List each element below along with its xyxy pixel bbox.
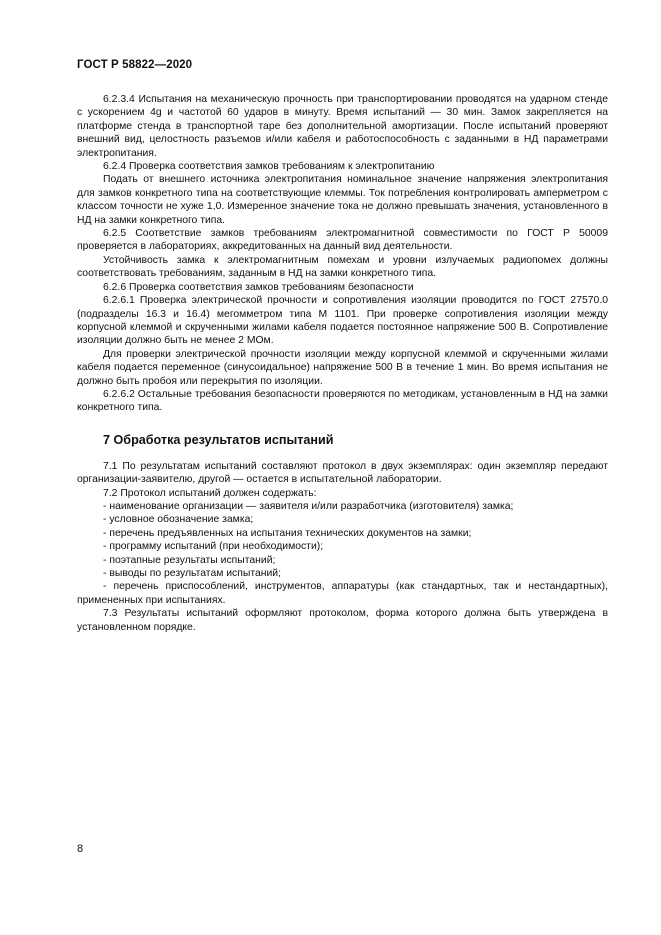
paragraph-7-2: 7.2 Протокол испытаний должен содержать: bbox=[103, 487, 317, 499]
document-header: ГОСТ Р 58822—2020 bbox=[77, 59, 193, 71]
paragraph-7-1: 7.1 По результатам испытаний составляют протокол в двух экземплярах: один экземпляр передают организации-заявителю, другой — остается в испытательной лаборатории. bbox=[77, 460, 608, 486]
list-item: - условное обозначение замка; bbox=[103, 514, 254, 526]
list-item: - поэтапные результаты испытаний; bbox=[103, 554, 276, 566]
list-item: - перечень предъявленных на испытания технических документов на замки; bbox=[103, 527, 472, 539]
paragraph-emc-immunity: Устойчивость замка к электромагнитным помехам и уровни излучаемых радиопомех должны соответствовать требованиям, заданным в НД на замки конкретного типа. bbox=[77, 254, 608, 280]
paragraph-power-supply: Подать от внешнего источника электропитания номинальное значение напряжения электропитания для замков конкретного типа на соответствующие клеммы. Ток потребления контролировать амперметром с классом точности не хуже 1,0. Измеренное значение тока не должно превышать значения, установленного в НД на замки конкретного типа. bbox=[77, 174, 608, 226]
section-7-title: 7 Обработка результатов испытаний bbox=[103, 432, 334, 447]
paragraph-7-3: 7.3 Результаты испытаний оформляют протоколом, форма которого должна быть утверждена в установленном порядке. bbox=[77, 608, 608, 633]
paragraph-dielectric-strength: Для проверки электрической прочности изоляции между корпусной клеммой и скрученными жилами кабеля подается переменное (синусоидальное) напряжение 500 В в течение 1 мин. Во время испытания не должно быть пробоя или перекрытия по изоляции. bbox=[77, 348, 608, 387]
page-number: 8 bbox=[77, 843, 84, 855]
paragraph-6-2-3-4: 6.2.3.4 Испытания на механическую прочность при транспортировании проводятся на ударном стенде с ускорением 4g и частотой 60 ударов в минуту. Время испытаний — 30 мин. Замок закрепляется на платформе стенда в транспортной таре без дополнительной амортизации. После испытаний проверяют внешний вид, целостность разъемов и/или кабеля и работоспособность с заданными в НД параметрами электропитания. bbox=[77, 94, 608, 159]
list-item: - выводы по результатам испытаний; bbox=[103, 568, 281, 579]
paragraph-6-2-6-1: 6.2.6.1 Проверка электрической прочности и сопротивления изоляции проводится по ГОСТ 27570.0 (подразделы 16.3 и 16.4) мегомметром типа М 1101. При проверке сопротивления изоляции между корпусной клеммой и скрученными жилами кабеля подается постоянное напряжение 500 В. Сопротивление изоляции должно быть не менее 2 МОм. bbox=[77, 295, 608, 347]
paragraph-6-2-5: 6.2.5 Соответствие замков требованиям электромагнитной совместимости по ГОСТ Р 50009 проверяется в лабораториях, аккредитованных на данный вид деятельности. bbox=[77, 228, 608, 253]
list-item: - перечень приспособлений, инструментов, аппаратуры (как стандартных, так и нестандартных), примененных при испытаниях. bbox=[77, 581, 608, 606]
paragraph-6-2-4-heading: 6.2.4 Проверка соответствия замков требованиям к электропитанию bbox=[103, 161, 435, 173]
list-item: - наименование организации — заявителя и/или разработчика (изготовителя) замка; bbox=[103, 500, 514, 512]
list-item: - программу испытаний (при необходимости); bbox=[103, 541, 324, 553]
paragraph-6-2-6-2: 6.2.6.2 Остальные требования безопасности проверяются по методикам, установленным в НД на замки конкретного типа. bbox=[77, 388, 608, 414]
document-body bbox=[77, 93, 608, 634]
paragraph-6-2-6-heading: 6.2.6 Проверка соответствия замков требованиям безопасности bbox=[103, 281, 414, 293]
